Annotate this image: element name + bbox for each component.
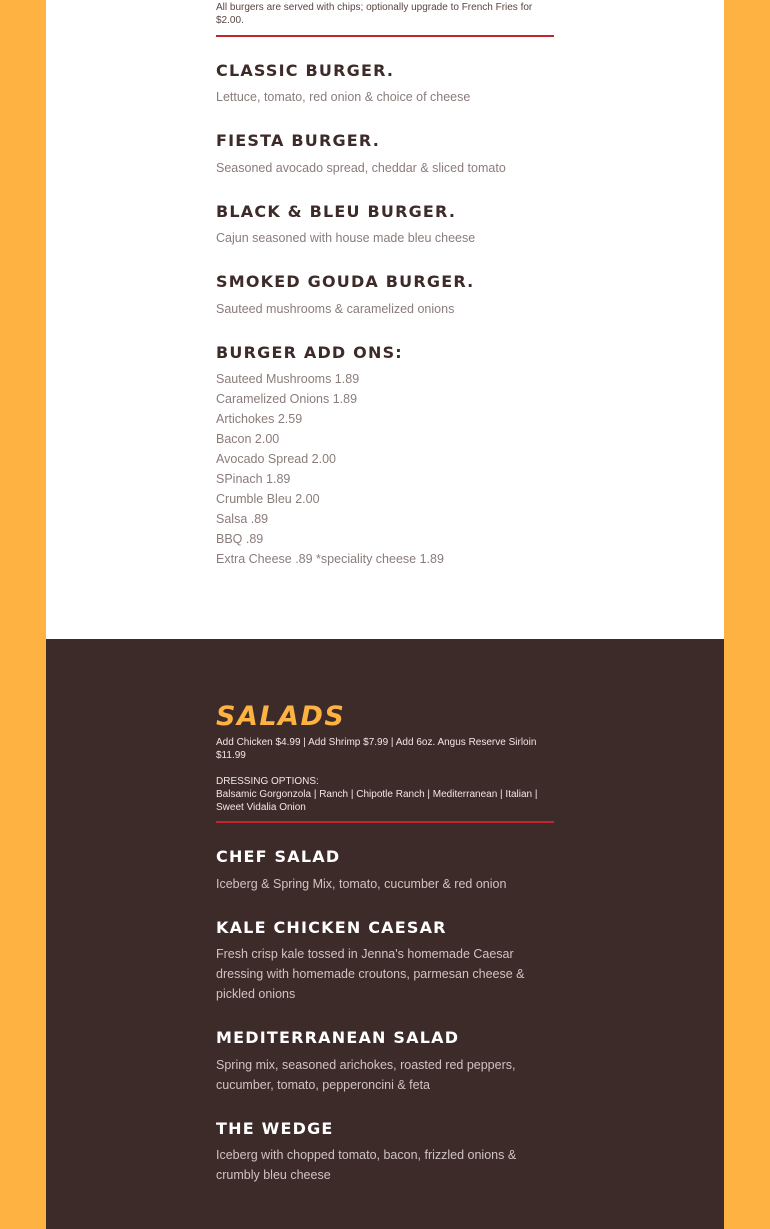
menu-item-title: KALE CHICKEN CAESAR [216,918,447,937]
menu-item-title: CHEF SALAD [216,847,341,866]
section-divider [216,35,554,37]
salads-heading: SALADS [216,701,346,732]
burgers-section [46,0,724,639]
addon-item: Bacon 2.00 [216,432,280,446]
menu-item-description: Cajun seasoned with house made bleu cheese [216,231,476,245]
addon-item: Sauteed Mushrooms 1.89 [216,372,360,386]
menu-item-title: MEDITERRANEAN SALAD [216,1028,460,1047]
menu-item-description: Lettuce, tomato, red onion & choice of cheese [216,90,471,104]
dressing-options-list: Balsamic Gorgonzola | Ranch | Chipotle Ranch | Mediterranean | Italian | Sweet Vidalia Onion [216,789,538,813]
salads-protein-note: Add Chicken $4.99 | Add Shrimp $7.99 | Add 6oz. Angus Reserve Sirloin $11.99 [216,737,537,761]
addons-list [216,369,444,569]
menu-item-title: FIESTA BURGER. [216,131,381,150]
addons-title: BURGER ADD ONS: [216,343,403,362]
menu-item-title: SMOKED GOUDA BURGER. [216,272,475,291]
addon-item: Avocado Spread 2.00 [216,452,337,466]
burgers-intro-note: All burgers are served with chips; optionally upgrade to French Fries for $2.00. [216,2,533,26]
addon-item: Crumble Bleu 2.00 [216,492,320,506]
section-divider [216,821,554,823]
menu-page [46,0,724,1229]
menu-item-description: Seasoned avocado spread, cheddar & sliced tomato [216,161,506,175]
addon-item: SPinach 1.89 [216,472,291,486]
addon-item: BBQ .89 [216,532,264,546]
salads-section [46,639,724,1229]
menu-item-title: BLACK & BLEU BURGER. [216,202,457,221]
dressing-options-label: DRESSING OPTIONS: [216,776,319,787]
addon-item: Caramelized Onions 1.89 [216,392,358,406]
addon-item: Artichokes 2.59 [216,412,303,426]
addon-item: Salsa .89 [216,512,269,526]
menu-item-description: Fresh crisp kale tossed in Jenna's homemade Caesar dressing with homemade croutons, parmesan cheese & pickled onions [216,947,525,1001]
menu-item-description: Iceberg with chopped tomato, bacon, frizzled onions & crumbly bleu cheese [216,1148,517,1182]
addon-item: Extra Cheese .89 *speciality cheese 1.89 [216,552,444,566]
menu-item-description: Iceberg & Spring Mix, tomato, cucumber & red onion [216,877,507,891]
menu-item-description: Spring mix, seasoned arichokes, roasted red peppers, cucumber, tomato, pepperoncini & feta [216,1058,516,1092]
menu-item-title: CLASSIC BURGER. [216,61,395,80]
menu-item-title: THE WEDGE [216,1119,334,1138]
menu-item-description: Sauteed mushrooms & caramelized onions [216,302,455,316]
